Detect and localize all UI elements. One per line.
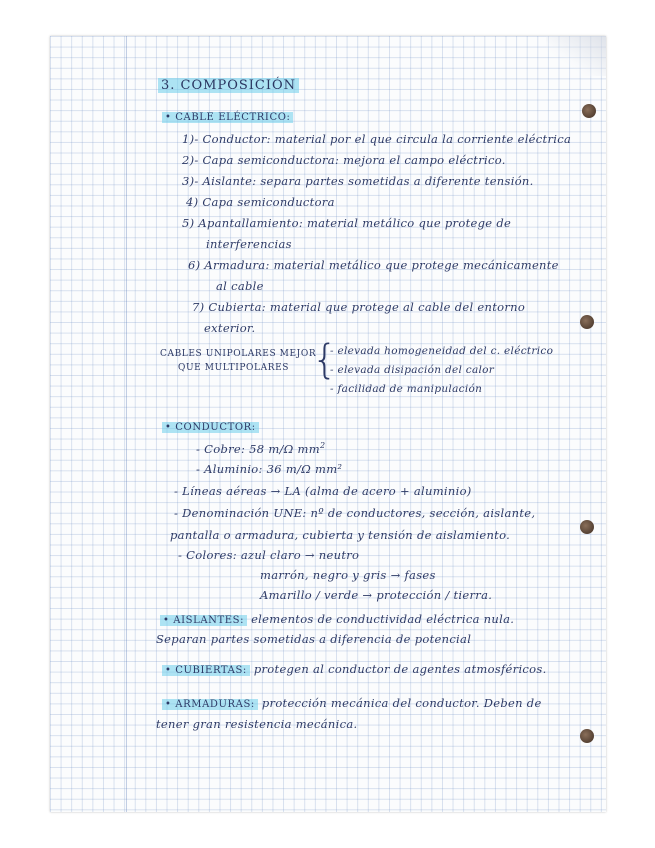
cable-item: 5) Apantallamiento: material metálico que protege de [182, 216, 512, 230]
comparison-label: CABLES UNIPOLARES MEJOR [160, 349, 317, 359]
binder-hole [580, 520, 594, 534]
cable-heading-text: • CABLE ELÉCTRICO: [162, 112, 293, 123]
cable-item: 3)- Aislante: separa partes sometidas a diferente tensión. [182, 174, 534, 188]
binder-hole [580, 315, 594, 329]
cable-item: 1)- Conductor: material por el que circula la corriente eléctrica [182, 132, 572, 146]
conductor-line: - Líneas aéreas → LA (alma de acero + aluminio) [174, 484, 472, 498]
cubiertas-text: protegen al conductor de agentes atmosféricos. [253, 662, 547, 676]
conductor-cobre [196, 441, 325, 456]
cobre-exponent: 2 [319, 441, 326, 450]
conductor-color: - Colores: azul claro → neutro [178, 548, 360, 562]
page-corner-fold [546, 36, 606, 76]
aislantes-line [160, 612, 514, 626]
cable-item-continued: interferencias [206, 237, 292, 251]
conductor-line: pantalla o armadura, cubierta y tensión de aislamiento. [170, 528, 511, 542]
cable-item: 7) Cubierta: material que protege al cable del entorno [192, 300, 526, 314]
aislantes-text: elementos de conductividad eléctrica nula. [251, 612, 515, 626]
conductor-color: marrón, negro y gris → fases [260, 568, 436, 582]
armaduras-line [162, 696, 542, 710]
comparison-label: QUE MULTIPOLARES [178, 363, 290, 373]
cobre-text: - Cobre: 58 m/Ω mm [196, 441, 320, 456]
margin-line [126, 36, 127, 812]
cable-item: 4) Capa semiconductora [186, 195, 335, 209]
aislantes-heading: • AISLANTES: [160, 615, 247, 626]
conductor-heading-text: • CONDUCTOR: [162, 422, 259, 433]
notebook-page [50, 36, 606, 812]
cable-item: 2)- Capa semiconductora: mejora el campo eléctrico. [182, 153, 506, 167]
aislantes-text-continued: Separan partes sometidas a diferencia de potencial [156, 632, 472, 646]
binder-hole [582, 104, 596, 118]
comparison-point: - elevada homogeneidad del c. eléctrico [330, 345, 554, 357]
conductor-color: Amarillo / verde → protección / tierra. [260, 588, 493, 602]
cubiertas-line [162, 662, 547, 676]
armaduras-text-continued: tener gran resistencia mecánica. [156, 717, 358, 731]
section-title-text: 3. COMPOSICIÓN [158, 78, 299, 93]
armaduras-text: protección mecánica del conductor. Deben de [261, 696, 542, 710]
comparison-point: - elevada disipación del calor [330, 364, 495, 376]
conductor-heading [162, 422, 259, 433]
cable-heading [162, 112, 293, 123]
binder-hole [580, 729, 594, 743]
armaduras-heading: • ARMADURAS: [162, 699, 258, 710]
conductor-aluminio: - Aluminio: 36 m/Ω mm² [196, 462, 343, 476]
section-title [158, 78, 299, 93]
cubiertas-heading: • CUBIERTAS: [162, 665, 250, 676]
comparison-point: - facilidad de manipulación [330, 383, 483, 395]
cable-item-continued: exterior. [204, 321, 256, 335]
cable-item: 6) Armadura: material metálico que protege mecánicamente [188, 258, 559, 272]
brace-symbol: { [312, 337, 338, 383]
conductor-line: - Denominación UNE: nº de conductores, sección, aislante, [174, 506, 536, 520]
cable-item-continued: al cable [216, 279, 264, 293]
